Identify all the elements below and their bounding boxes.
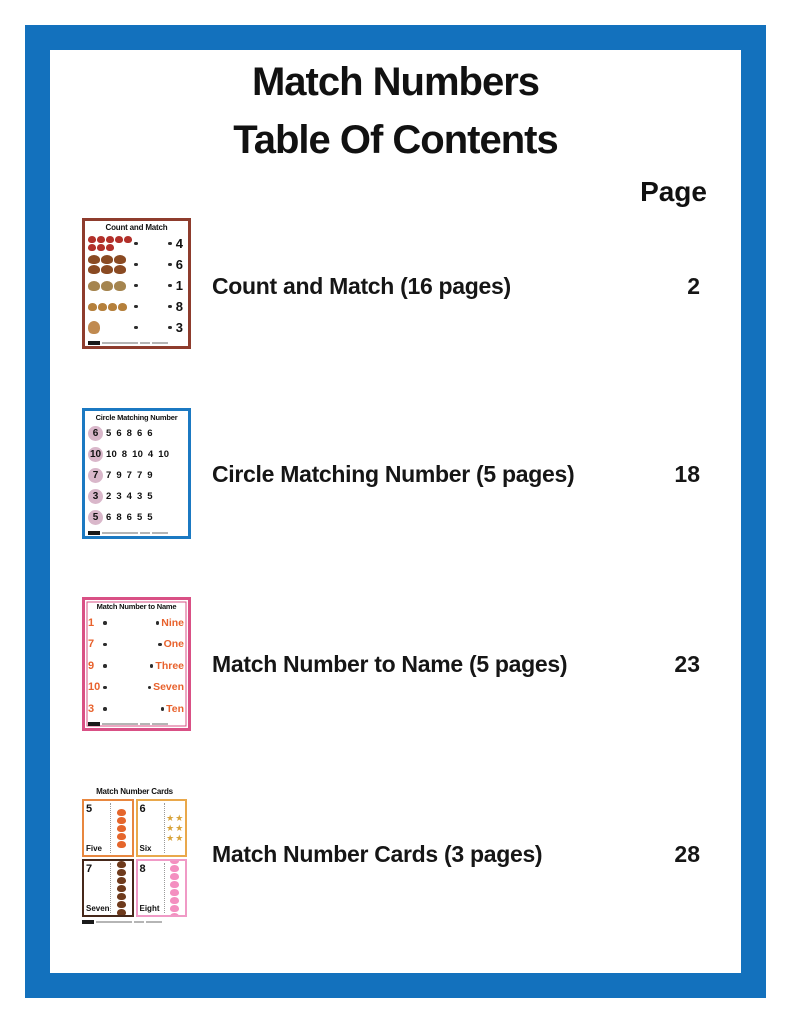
match-dot-icon (134, 242, 138, 246)
ladybug-icons (88, 236, 134, 251)
answer-choice (168, 257, 185, 272)
answer-number: 3 (175, 320, 183, 335)
hedgehog-icon (117, 893, 126, 900)
hedgehog-icon (117, 861, 126, 868)
answer-number: 8 (175, 299, 183, 314)
name-choice (161, 703, 185, 715)
card-label-column (84, 801, 110, 855)
hedgehog-icon (117, 885, 126, 892)
number-card (82, 859, 134, 917)
match-dot-icon (134, 263, 138, 267)
basket-icon (88, 281, 100, 291)
match-dot-icon (134, 326, 138, 330)
footer-text-line (152, 342, 168, 344)
count-match-row (88, 296, 185, 317)
publisher-logo-icon (82, 920, 94, 924)
row-number: 9 (88, 659, 95, 672)
number-cards-grid (82, 799, 187, 917)
match-dot-icon (158, 643, 162, 647)
crab-icon (117, 809, 126, 816)
footer-text-line (140, 342, 150, 344)
number-card (136, 859, 188, 917)
turkey-icon (114, 255, 126, 264)
footer-text-line (140, 723, 150, 725)
match-dot-icon (103, 707, 107, 711)
bird-icon (108, 303, 117, 311)
turkey-icon (114, 265, 126, 274)
monkey-icons (88, 321, 134, 334)
answer-choice (168, 278, 185, 293)
publisher-logo-icon (88, 341, 100, 345)
answer-choice (168, 236, 185, 251)
card-label-column (138, 861, 164, 915)
match-dot-icon (161, 707, 165, 711)
ladybug-icon (97, 244, 105, 251)
match-dot-icon (168, 263, 172, 267)
thumbnail-title: Match Number Cards (96, 787, 173, 796)
row-number: 10 (88, 681, 101, 694)
number-name: One (163, 638, 184, 651)
card-number-word: Eight (139, 904, 160, 913)
turkey-icon (88, 265, 100, 274)
crab-icon (117, 841, 126, 848)
target-number-circle: 6 (88, 426, 103, 441)
row-number: 1 (88, 616, 95, 629)
row-number: 7 (88, 638, 95, 651)
page-title-line2: Table Of Contents (233, 118, 558, 162)
card-label-column (84, 861, 110, 915)
number-name-row (88, 698, 185, 720)
count-match-row (88, 254, 185, 275)
starfish-icon: ★ (175, 822, 184, 833)
number-name: Nine (161, 616, 184, 629)
bird-icon (98, 303, 107, 311)
match-dot-icon (103, 621, 107, 625)
number-options: 5 6 8 6 6 (106, 428, 153, 439)
number-name-row (88, 612, 185, 634)
number-options: 10 8 10 4 10 (106, 449, 170, 460)
target-number-circle: 7 (88, 468, 103, 483)
circle-number-row (88, 465, 185, 486)
circle-number-row (88, 507, 185, 528)
crab-icon (117, 817, 126, 824)
name-choice (148, 681, 185, 693)
hedgehog-icon (117, 909, 126, 916)
footer-text-line (152, 723, 168, 725)
thumbnail-footer (82, 919, 187, 924)
target-number-circle: 10 (89, 449, 102, 460)
worksheet-thumbnail-circle_matching_number (82, 408, 191, 539)
answer-number: 4 (175, 236, 183, 251)
footer-text-line (102, 342, 138, 344)
toc-entry-label: Match Number to Name (5 pages) (212, 651, 568, 677)
thumbnail-footer (88, 340, 185, 345)
card-number: 7 (86, 863, 93, 875)
circle-number-row (88, 423, 185, 444)
card-number: 8 (139, 863, 146, 875)
number-options: 2 3 4 3 5 (106, 491, 153, 502)
number-name: Ten (166, 702, 184, 715)
name-choice (158, 638, 185, 650)
hedgehog-icons (111, 861, 132, 915)
basket-icons (88, 281, 134, 291)
thumbnail-footer (88, 722, 185, 727)
hedgehog-icon (117, 877, 126, 884)
bird-icon (118, 303, 127, 311)
footer-text-line (134, 921, 144, 923)
number-options: 7 9 7 7 9 (106, 470, 153, 481)
page-title-line1: Match Numbers (251, 60, 540, 104)
crab-icon (117, 825, 126, 832)
match-dot-icon (103, 664, 107, 668)
match-dot-icon (168, 242, 172, 246)
starfish-icons (165, 801, 186, 855)
ladybug-icon (88, 244, 96, 251)
match-dot-icon (150, 664, 154, 668)
turkey-icon (88, 255, 100, 264)
match-dot-icon (134, 305, 138, 309)
fish-icons (165, 861, 186, 915)
fish-icon (170, 873, 179, 880)
number-name: Three (155, 659, 184, 672)
worksheet-thumbnail-count_and_match (82, 218, 191, 349)
card-number-word: Six (139, 844, 152, 853)
starfish-icon: ★ (166, 832, 175, 843)
fish-icon (170, 881, 179, 888)
name-choice (156, 617, 185, 629)
page-column-header: Page (640, 176, 707, 207)
starfish-icon: ★ (166, 822, 175, 833)
fish-icon (170, 913, 179, 918)
footer-text-line (102, 532, 138, 534)
number-card (82, 799, 134, 857)
card-number: 5 (86, 803, 93, 815)
monkey-icon (88, 321, 100, 334)
crab-icons (111, 801, 132, 855)
turkey-icon (101, 265, 113, 274)
match-dot-icon (156, 621, 160, 625)
number-name-row (88, 655, 185, 677)
publisher-logo-icon (88, 531, 100, 535)
name-choice (150, 660, 185, 672)
starfish-icon: ★ (166, 812, 175, 823)
hedgehog-icon (117, 869, 126, 876)
ladybug-icon (115, 236, 123, 243)
card-number-word: Five (86, 844, 103, 853)
card-number-word: Seven (86, 904, 110, 913)
number-card (136, 799, 188, 857)
number-name: Seven (153, 681, 184, 694)
number-options: 6 8 6 5 5 (106, 512, 153, 523)
toc-entry-label: Circle Matching Number (5 pages) (212, 461, 575, 487)
fish-icon (170, 859, 179, 864)
match-dot-icon (168, 326, 172, 330)
starfish-icon: ★ (175, 812, 184, 823)
count-match-row (88, 317, 185, 338)
turkey-icons (88, 255, 134, 274)
publisher-logo-icon (88, 722, 100, 726)
match-dot-icon (103, 643, 107, 647)
fish-icon (170, 905, 179, 912)
toc-entry-page-number: 18 (674, 461, 700, 487)
circle-number-row (88, 486, 185, 507)
ladybug-icon (106, 244, 114, 251)
answer-choice (168, 299, 185, 314)
toc-entry-page-number: 28 (674, 841, 700, 867)
turkey-icon (101, 255, 113, 264)
answer-number: 6 (175, 257, 183, 272)
basket-icon (101, 281, 113, 291)
match-dot-icon (134, 284, 138, 288)
footer-text-line (140, 532, 150, 534)
answer-choice (168, 320, 185, 335)
footer-text-line (152, 532, 168, 534)
count-match-row (88, 233, 185, 254)
card-label-column (138, 801, 164, 855)
match-dot-icon (148, 686, 152, 690)
fish-icon (170, 865, 179, 872)
thumbnail-footer (88, 530, 185, 535)
footer-text-line (146, 921, 162, 923)
toc-entry-page-number: 23 (674, 651, 700, 677)
target-number-circle: 5 (88, 510, 103, 525)
number-name-row (88, 634, 185, 656)
bird-icon (88, 303, 97, 311)
toc-entry-page-number: 2 (687, 273, 700, 299)
card-number: 6 (139, 803, 146, 815)
ladybug-icon (124, 236, 132, 243)
toc-entry-label: Match Number Cards (3 pages) (212, 841, 543, 867)
basket-icon (114, 281, 126, 291)
ladybug-icon (97, 236, 105, 243)
circle-number-row (88, 444, 185, 465)
thumbnail-title: Circle Matching Number (95, 413, 178, 422)
starfish-icon: ★ (175, 832, 184, 843)
hedgehog-icon (117, 901, 126, 908)
crab-icon (117, 833, 126, 840)
target-number-circle: 3 (88, 489, 103, 504)
ladybug-icon (88, 236, 96, 243)
bird-icons (88, 303, 134, 311)
count-match-row (88, 275, 185, 296)
footer-text-line (102, 723, 138, 725)
footer-text-line (96, 921, 132, 923)
ladybug-icon (106, 236, 114, 243)
thumbnail-title: Match Number to Name (96, 602, 177, 611)
match-dot-icon (103, 686, 107, 690)
worksheet-thumbnail-match_number_cards (82, 787, 187, 924)
fish-icon (170, 889, 179, 896)
match-dot-icon (168, 284, 172, 288)
row-number: 3 (88, 702, 95, 715)
number-name-row (88, 677, 185, 699)
thumbnail-title: Count and Match (105, 223, 168, 232)
fish-icon (170, 897, 179, 904)
toc-entry-label: Count and Match (16 pages) (212, 273, 511, 299)
answer-number: 1 (175, 278, 183, 293)
worksheet-thumbnail-match_number_to_name (82, 597, 191, 731)
match-dot-icon (168, 305, 172, 309)
